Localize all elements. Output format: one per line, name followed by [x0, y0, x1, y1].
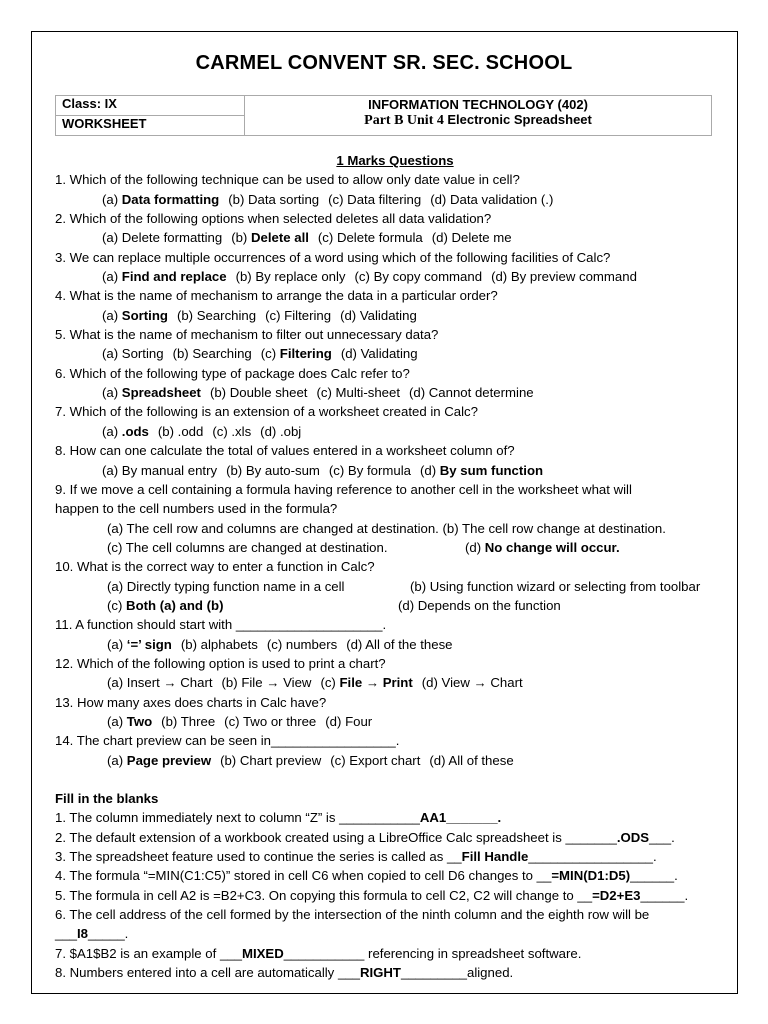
question-14: 14. The chart preview can be seen in_________________. [55, 733, 400, 749]
option: (d) Validating [340, 307, 417, 323]
question-12: 12. Which of the following option is used to print a chart? [55, 655, 386, 671]
option: (b) Delete all [231, 230, 309, 246]
option: (d) Four [325, 713, 373, 729]
fill-item: 7. $A1$B2 is an example of ___MIXED___________ referencing in spreadsheet software. [55, 945, 582, 961]
question-3-options [55, 267, 735, 286]
option: (c) Data filtering [328, 191, 422, 207]
option: (b) Searching [172, 346, 252, 362]
option: (a) ‘=’ sign [107, 636, 172, 652]
option: (d) All of these [429, 752, 514, 768]
option: (a) Page preview [107, 752, 212, 768]
school-name: CARMEL CONVENT SR. SEC. SCHOOL [195, 52, 573, 74]
option: (c) Filtering [260, 346, 332, 362]
option: (a) Data formatting [102, 191, 220, 207]
option: (b) Three [161, 713, 216, 729]
option: (c) Delete formula [317, 230, 423, 246]
fill-item: 3. The spreadsheet feature used to continue the series is called as __Fill Handle_________________. [55, 849, 657, 865]
fill-item: 6. The cell address of the cell formed by the intersection of the ninth column and the eighth row will be [55, 907, 650, 923]
option: (b) File → View [221, 675, 312, 691]
subject-cell [245, 96, 712, 136]
option: (d) By sum function [419, 462, 544, 478]
option: (d) Cannot determine [409, 385, 534, 401]
question-4: 4. What is the name of mechanism to arrange the data in a particular order? [55, 288, 498, 304]
fill-list [55, 808, 735, 982]
option: (a) Spreadsheet [102, 385, 201, 401]
option: (b) alphabets [180, 636, 258, 652]
question-2-options [55, 228, 735, 247]
option: (a) Two [107, 713, 153, 729]
option: (b) By replace only [235, 269, 346, 285]
option: (c) .xls [212, 423, 252, 439]
option: (a) Sorting [102, 307, 168, 323]
question-12-options [55, 673, 735, 692]
question-9: 9. If we move a cell containing a formula having reference to another cell in the worksheet what will [55, 481, 632, 497]
q10-options-ab: (a) Directly typing function name in a cell (b) Using function wizard or selecting from toolbar [107, 578, 701, 594]
q9-options-ab: (a) The cell row and columns are changed at destination. (b) The cell row change at destination. [107, 520, 666, 536]
question-11-options [55, 635, 735, 654]
option: (b) By auto-sum [226, 462, 320, 478]
fill-item: 4. The formula “=MIN(C1:C5)” stored in cell C6 when copied to cell D6 changes to __=MIN(D1:D5)______. [55, 868, 678, 884]
option: (a) Find and replace [102, 269, 227, 285]
option: (c) Filtering [265, 307, 332, 323]
question-13: 13. How many axes does charts in Calc have? [55, 694, 327, 710]
question-2: 2. Which of the following options when selected deletes all data validation? [55, 211, 492, 227]
option: (b) Data sorting [228, 191, 320, 207]
header-table [55, 95, 712, 136]
q9-options-cd: (c) The cell columns are changed at destination. (d) No change will occur. [107, 539, 620, 555]
option: (c) numbers [266, 636, 338, 652]
fill-item: 8. Numbers entered into a cell are automatically ___RIGHT_________aligned. [55, 965, 514, 981]
worksheet-body [55, 151, 735, 982]
option: (d) Validating [340, 346, 418, 362]
option: (c) Export chart [330, 752, 421, 768]
question-10: 10. What is the correct way to enter a function in Calc? [55, 559, 375, 575]
option: (b) Chart preview [220, 752, 322, 768]
mcq-list-2 [55, 615, 735, 770]
worksheet-label: WORKSHEET [56, 116, 245, 136]
option: (a) Sorting [102, 346, 164, 362]
question-8-options [55, 461, 735, 480]
fill-item: 2. The default extension of a workbook created using a LibreOffice Calc spreadsheet is _______.ODS___. [55, 829, 675, 845]
option: (c) File → Print [320, 675, 413, 691]
option: (d) By preview command [491, 269, 637, 285]
question-1-options [55, 190, 735, 209]
question-8: 8. How can one calculate the total of values entered in a worksheet column of? [55, 443, 515, 459]
question-14-options [55, 751, 735, 770]
question-1: 1. Which of the following technique can be used to allow only date value in cell? [55, 172, 520, 188]
subject-title: INFORMATION TECHNOLOGY (402) [368, 97, 588, 112]
option: (c) Two or three [224, 713, 317, 729]
question-6-options [55, 383, 735, 402]
question-7-options [55, 422, 735, 441]
option: (a) .ods [102, 423, 149, 439]
option: (c) By copy command [354, 269, 483, 285]
question-4-options [55, 306, 735, 325]
mcq-list [55, 170, 735, 480]
question-3: 3. We can replace multiple occurrences of a word using which of the following facilities of Calc? [55, 249, 611, 265]
option: (a) Delete formatting [102, 230, 223, 246]
option: (d) All of the these [346, 636, 453, 652]
question-5: 5. What is the name of mechanism to filter out unnecessary data? [55, 327, 439, 343]
q10-options-cd: (c) Both (a) and (b) (d) Depends on the function [107, 597, 561, 613]
question-13-options [55, 712, 735, 731]
option: (c) By formula [328, 462, 411, 478]
unit-title: Part B Unit 4 Electronic Spreadsheet [364, 112, 592, 128]
section-title: 1 Marks Questions [336, 153, 454, 168]
option: (d) .obj [260, 423, 302, 439]
question-9-cont: happen to the cell numbers used in the formula? [55, 501, 338, 517]
question-6: 6. Which of the following type of package does Calc refer to? [55, 365, 410, 381]
fill-item: 5. The formula in cell A2 is =B2+C3. On copying this formula to cell C2, C2 will change to __=D2+E3______. [55, 887, 689, 903]
fill-item: ___I8_____. [55, 926, 129, 942]
option: (d) Delete me [431, 230, 512, 246]
question-11: 11. A function should start with ____________________. [55, 617, 387, 633]
fill-item: 1. The column immediately next to column “Z” is ___________AA1_______. [55, 810, 502, 826]
option: (b) .odd [157, 423, 204, 439]
question-5-options [55, 344, 735, 363]
question-7: 7. Which of the following is an extension of a worksheet created in Calc? [55, 404, 478, 420]
option: (d) Data validation (.) [430, 191, 554, 207]
option: (b) Searching [176, 307, 257, 323]
option: (b) Double sheet [209, 385, 308, 401]
fill-title: Fill in the blanks [55, 791, 159, 806]
option: (a) Insert → Chart [107, 675, 213, 691]
option: (a) By manual entry [102, 462, 218, 478]
option: (c) Multi-sheet [316, 385, 400, 401]
class-label: Class: IX [56, 96, 245, 116]
option: (d) View → Chart [421, 675, 523, 691]
